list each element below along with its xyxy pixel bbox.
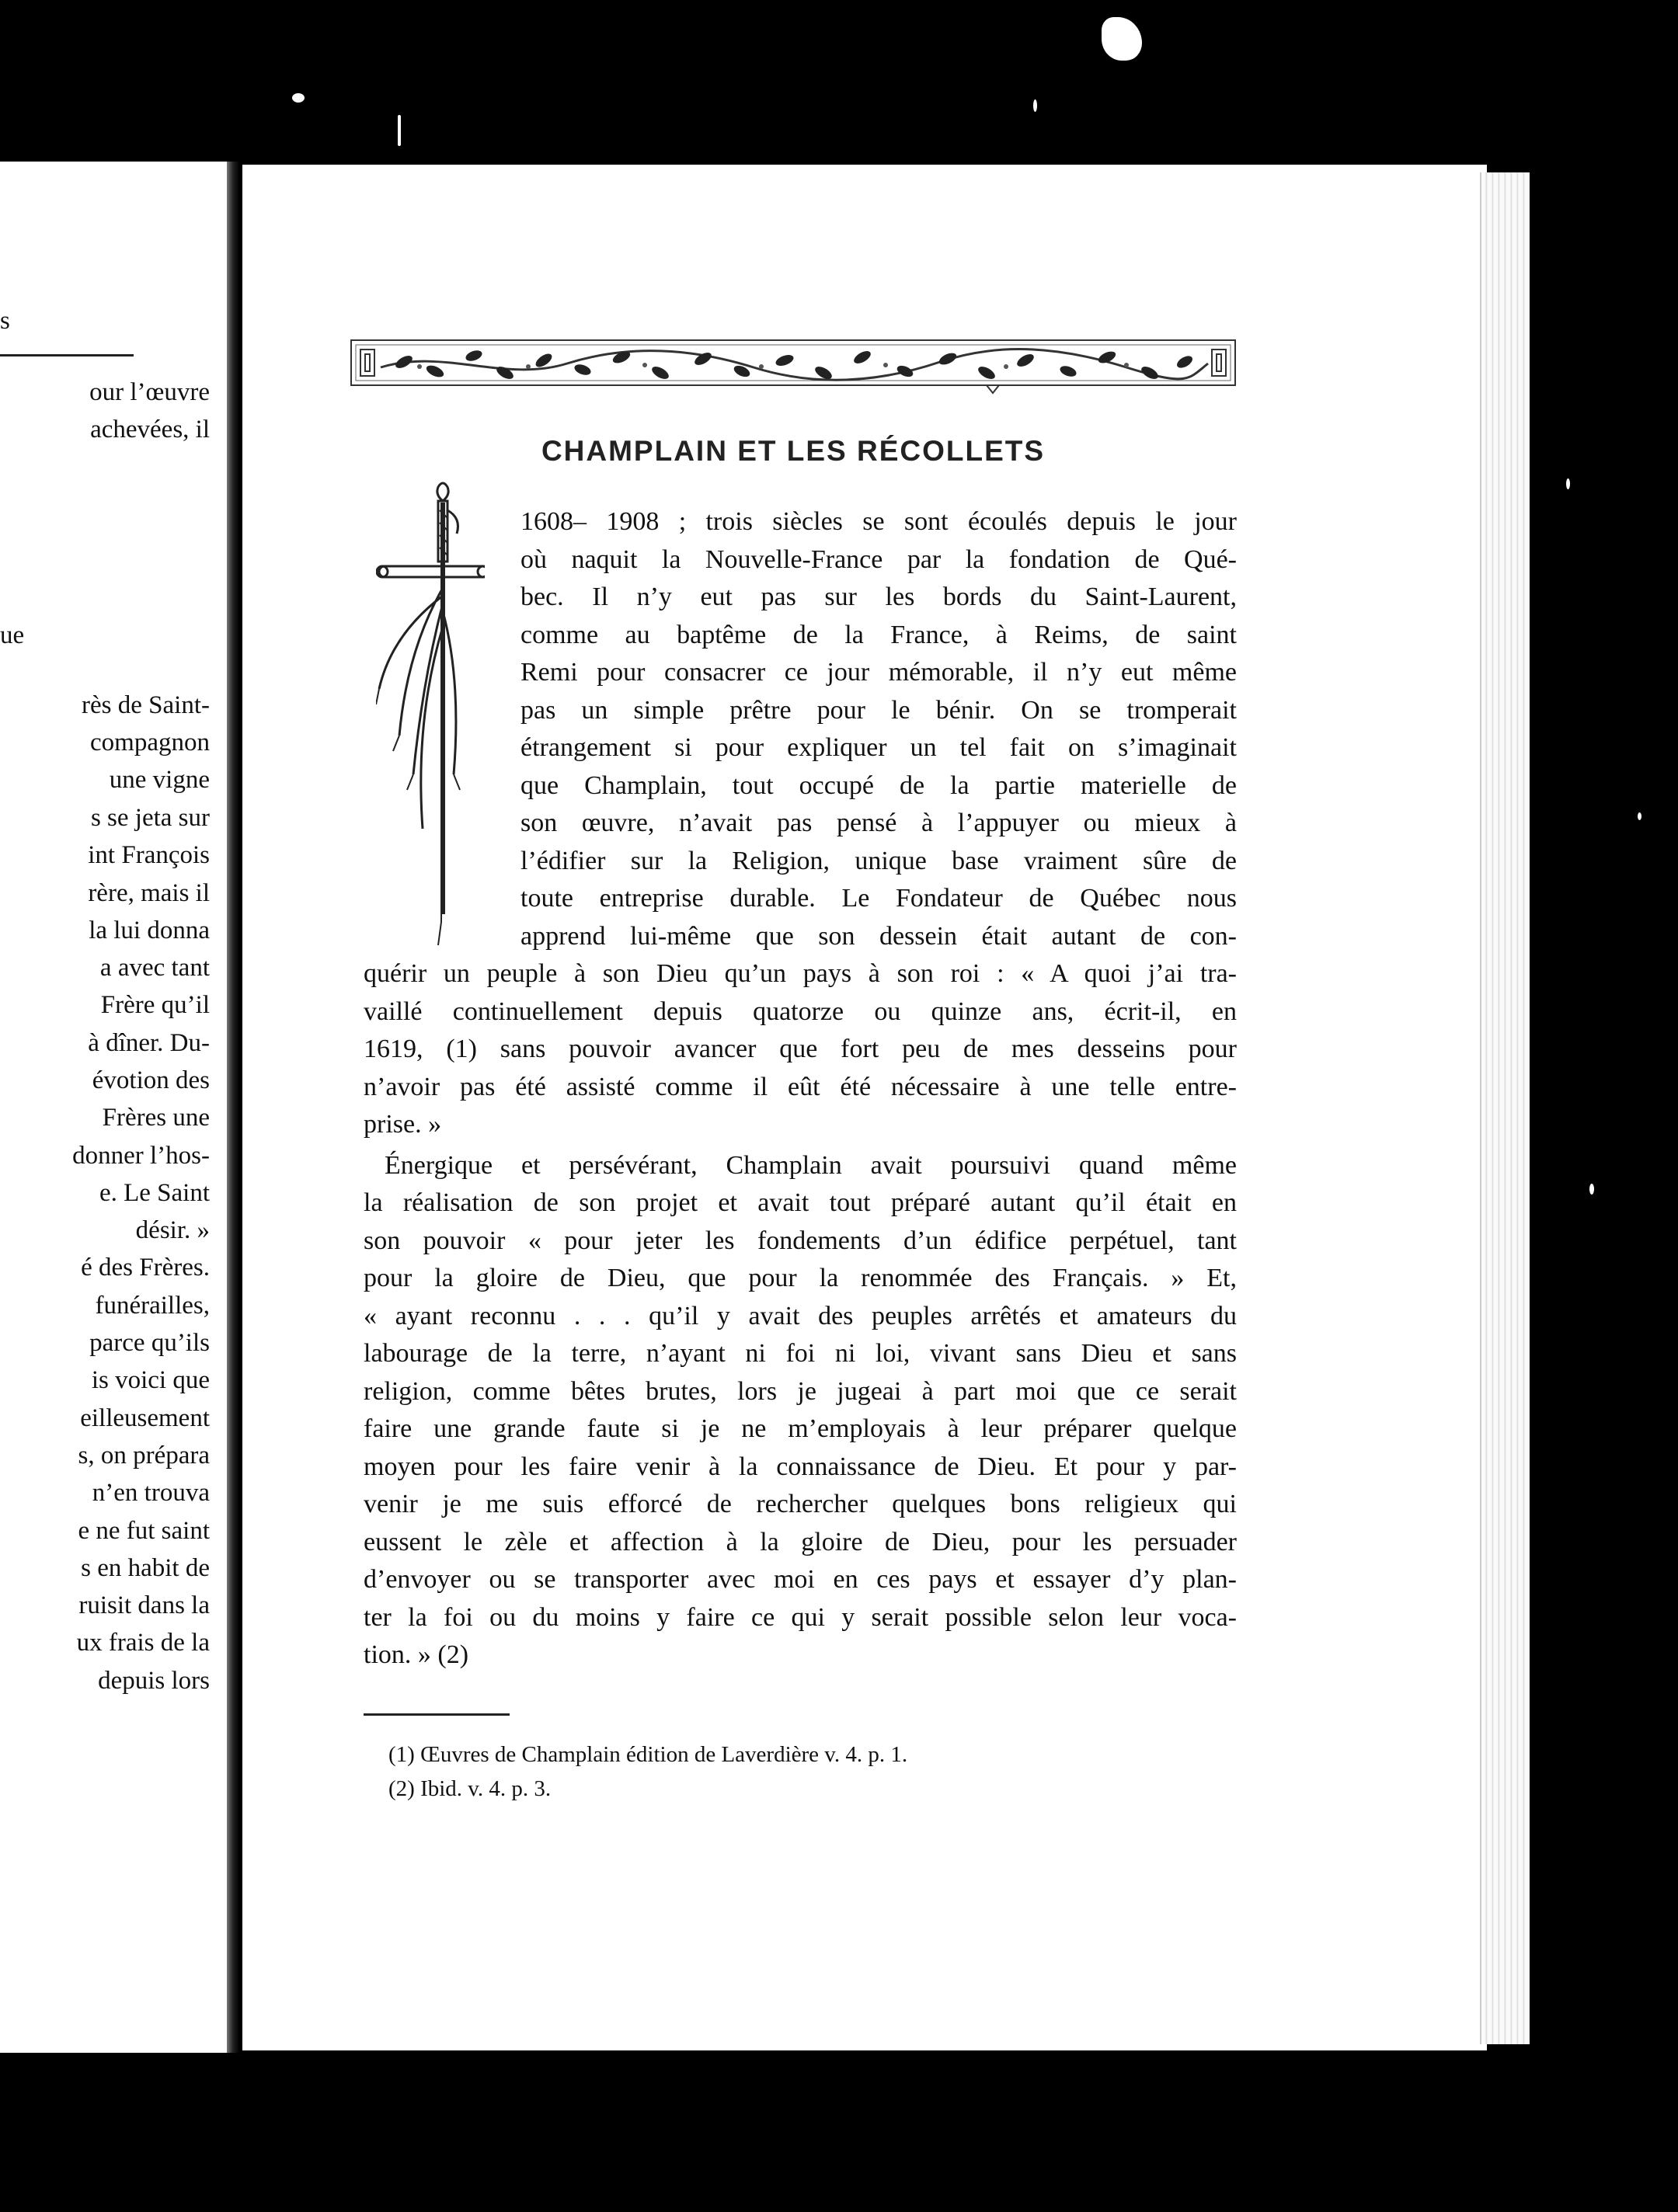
left-page-line: compagnon — [90, 729, 210, 756]
floral-banner-ornament — [350, 332, 1237, 395]
article-line: l’édifier sur la Religion, unique base vraiment sûre de — [520, 846, 1237, 875]
article-line: venir je me suis efforcé de rechercher quelques bons religieux qui — [364, 1490, 1237, 1518]
article-line: faire une grande faute si je ne m’employais à leur préparer quelque — [364, 1414, 1237, 1443]
scan-dust-speck — [1033, 99, 1037, 112]
article-line: bec. Il n’y eut pas sur les bords du Saint-Laurent, — [520, 583, 1237, 611]
left-page-line: funérailles, — [95, 1292, 210, 1320]
left-page-line: parce qu’ils — [89, 1329, 210, 1357]
left-page-line: n’en trouva — [92, 1479, 210, 1507]
article-line: 1608– 1908 ; trois siècles se sont écoulés depuis le jour — [520, 507, 1237, 536]
scan-dust-speck — [1638, 812, 1641, 820]
article-line: la réalisation de son projet et avait tout préparé autant qu’il était en — [364, 1188, 1237, 1217]
article-line: pour la gloire de Dieu, que pour la renommée des Français. » Et, — [364, 1264, 1237, 1292]
article-line: pas un simple prêtre pour le bénir. On se tromperait — [520, 695, 1237, 725]
left-page-line: a avec tant — [99, 954, 210, 982]
left-page-line: donner l’hos- — [72, 1142, 210, 1170]
left-page-line: à dîner. Du- — [88, 1029, 210, 1057]
left-page-line: s, on prépara — [78, 1442, 210, 1469]
left-page-line: int François — [88, 841, 210, 869]
article-line: étrangement si pour expliquer un tel fait on s’imaginait — [520, 733, 1237, 762]
left-page-line: eilleusement — [80, 1404, 210, 1432]
left-page-line: Frère qu’il — [100, 991, 210, 1019]
article-line: apprend lui-même que son dessein était autant de con- — [520, 921, 1237, 951]
left-page-line: our l’œuvre — [89, 378, 210, 406]
left-page-line: e. Le Saint — [99, 1179, 210, 1207]
article-line: comme au baptême de la France, à Reims, de saint — [520, 620, 1237, 649]
article-line: ter la foi ou du moins y faire ce qui y serait possible selon leur voca- — [364, 1602, 1237, 1632]
left-page-line: évotion des — [92, 1066, 210, 1094]
left-page — [0, 162, 227, 2053]
left-page-line: s en habit de — [81, 1554, 210, 1582]
article-line: 1619, (1) sans pouvoir avancer que fort peu de mes desseins pour — [364, 1035, 1237, 1063]
article-line: « ayant reconnu . . . qu’il y avait des peuples arrêtés et amateurs du — [364, 1301, 1237, 1330]
left-page-line: ruisit dans la — [78, 1591, 210, 1619]
article-line: toute entreprise durable. Le Fondateur de Québec nous — [520, 884, 1237, 913]
article-line: vaillé continuellement depuis quatorze ou quinze ans, écrit-il, en — [364, 996, 1237, 1026]
scan-dust-speck — [398, 115, 401, 146]
article-line: Énergique et persévérant, Champlain avait poursuivi quand même — [385, 1150, 1237, 1180]
article-line: prise. » — [364, 1110, 442, 1139]
article-line: tion. » (2) — [364, 1640, 469, 1669]
sword-and-palm-illustration — [376, 479, 485, 953]
page-block-edge — [1480, 172, 1530, 2044]
left-page-line: s — [0, 307, 10, 335]
left-page-line: depuis lors — [98, 1667, 210, 1695]
footnote-rule — [364, 1713, 510, 1716]
left-page-line: rès de Saint- — [82, 691, 210, 719]
article-line: eussent le zèle et affection à la gloire de Dieu, pour les persuader — [364, 1527, 1237, 1556]
article-title: CHAMPLAIN ET LES RÉCOLLETS — [541, 435, 1046, 467]
left-page-line: Frères une — [102, 1104, 210, 1132]
left-page-header-rule — [0, 354, 134, 356]
left-page-line: rère, mais il — [88, 879, 210, 907]
book-gutter — [227, 162, 239, 2053]
article-line: d’envoyer ou se transporter avec moi en ces pays et essayer d’y plan- — [364, 1565, 1237, 1594]
footnote: (1) Œuvres de Champlain édition de Laverdière v. 4. p. 1. — [388, 1742, 908, 1767]
scan-dust-speck — [292, 93, 305, 103]
left-page-line: désir. » — [135, 1216, 210, 1244]
left-page-line: is voici que — [91, 1366, 210, 1394]
article-line: quérir un peuple à son Dieu qu’un pays à son roi : « A quoi j’ai tra- — [364, 959, 1237, 988]
left-page-line: la lui donna — [89, 916, 210, 944]
footnote: (2) Ibid. v. 4. p. 3. — [388, 1776, 552, 1801]
article-line: labourage de la terre, n’ayant ni foi ni loi, vivant sans Dieu et sans — [364, 1339, 1237, 1368]
scan-dust-speck — [1589, 1184, 1594, 1195]
article-line: son œuvre, n’avait pas pensé à l’appuyer ou mieux à — [520, 809, 1237, 837]
left-page-line: achevées, il — [90, 416, 210, 443]
left-page-line: e ne fut saint — [78, 1517, 210, 1545]
scan-dust-speck — [1566, 478, 1570, 489]
article-line: que Champlain, tout occupé de la partie materielle de — [520, 770, 1237, 800]
article-line: où naquit la Nouvelle-France par la fondation de Qué- — [520, 544, 1237, 574]
left-page-line: é des Frères. — [81, 1254, 210, 1282]
article-line: Remi pour consacrer ce jour mémorable, il n’y eut même — [520, 658, 1237, 687]
article-line: moyen pour les faire venir à la connaissance de Dieu. Et pour y par- — [364, 1452, 1237, 1481]
article-line: son pouvoir « pour jeter les fondements d’un édifice perpétuel, tant — [364, 1226, 1237, 1255]
left-page-line: ux frais de la — [76, 1629, 210, 1657]
scan-dust-speck — [1102, 17, 1142, 61]
right-page — [242, 165, 1487, 2050]
left-page-line: une vigne — [109, 766, 210, 794]
article-line: religion, comme bêtes brutes, lors je jugeai à part moi que ce serait — [364, 1376, 1237, 1406]
left-page-line: s se jeta sur — [90, 804, 210, 832]
article-line: n’avoir pas été assisté comme il eût été nécessaire à une telle entre- — [364, 1072, 1237, 1101]
left-page-line: ue — [0, 621, 25, 649]
